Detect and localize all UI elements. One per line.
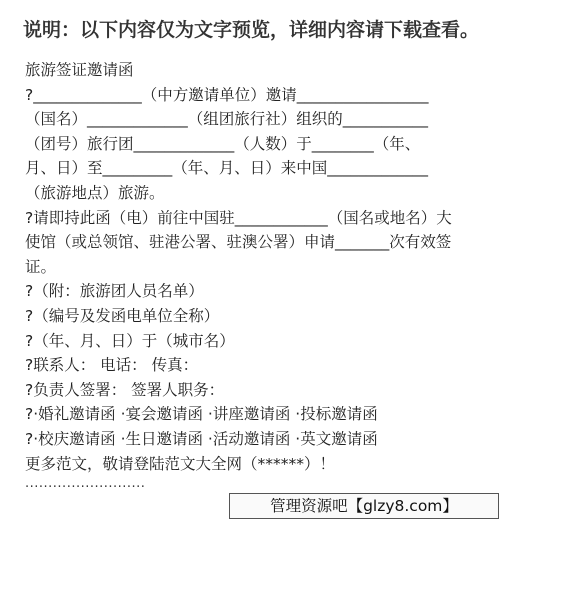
text-line: （团号）旅行团_____________（人数）于________（年、: [25, 134, 421, 153]
contact-line: ?联系人： 电话： 传真：: [25, 356, 199, 375]
date-line: ?（年、月、日）于（城市名）: [25, 331, 235, 350]
text-line: 使馆（或总领馆、驻港公署、驻澳公署）申请_______次有效签: [25, 233, 452, 252]
attachment-line: ?（附：旅游团人员名单）: [25, 282, 204, 301]
related-links-line[interactable]: ?·校庆邀请函 ·生日邀请函 ·活动邀请函 ·英文邀请函: [25, 429, 378, 448]
text-line: ?请即持此函（电）前往中国驻____________（国名或地名）大: [25, 208, 452, 227]
document-title: 旅游签证邀请函: [25, 61, 134, 79]
text-line: 证。: [25, 257, 57, 276]
text-line: 月、日）至_________（年、月、日）来中国_____________: [25, 159, 429, 178]
document-body: [25, 58, 555, 476]
dotted-divider: ··························: [25, 480, 146, 495]
related-links-line[interactable]: ?·婚礼邀请函 ·宴会邀请函 ·讲座邀请函 ·投标邀请函: [25, 405, 378, 424]
more-samples-line: 更多范文，敬请登陆范文大全网（******）！: [25, 454, 336, 473]
text-line: ?______________（中方邀请单位）邀请_________________: [25, 85, 429, 104]
preview-notice: 说明：以下内容仅为文字预览，详细内容请下载查看。: [23, 19, 480, 41]
signature-line: ?负责人签署： 签署人职务：: [25, 380, 225, 399]
sender-line: ?（编号及发函电单位全称）: [25, 306, 220, 325]
text-line: （国名）_____________（组团旅行社）组织的___________: [25, 110, 429, 129]
site-link-button[interactable]: 管理资源吧【glzy8.com】: [229, 493, 499, 519]
text-line: （旅游地点）旅游。: [25, 183, 165, 202]
